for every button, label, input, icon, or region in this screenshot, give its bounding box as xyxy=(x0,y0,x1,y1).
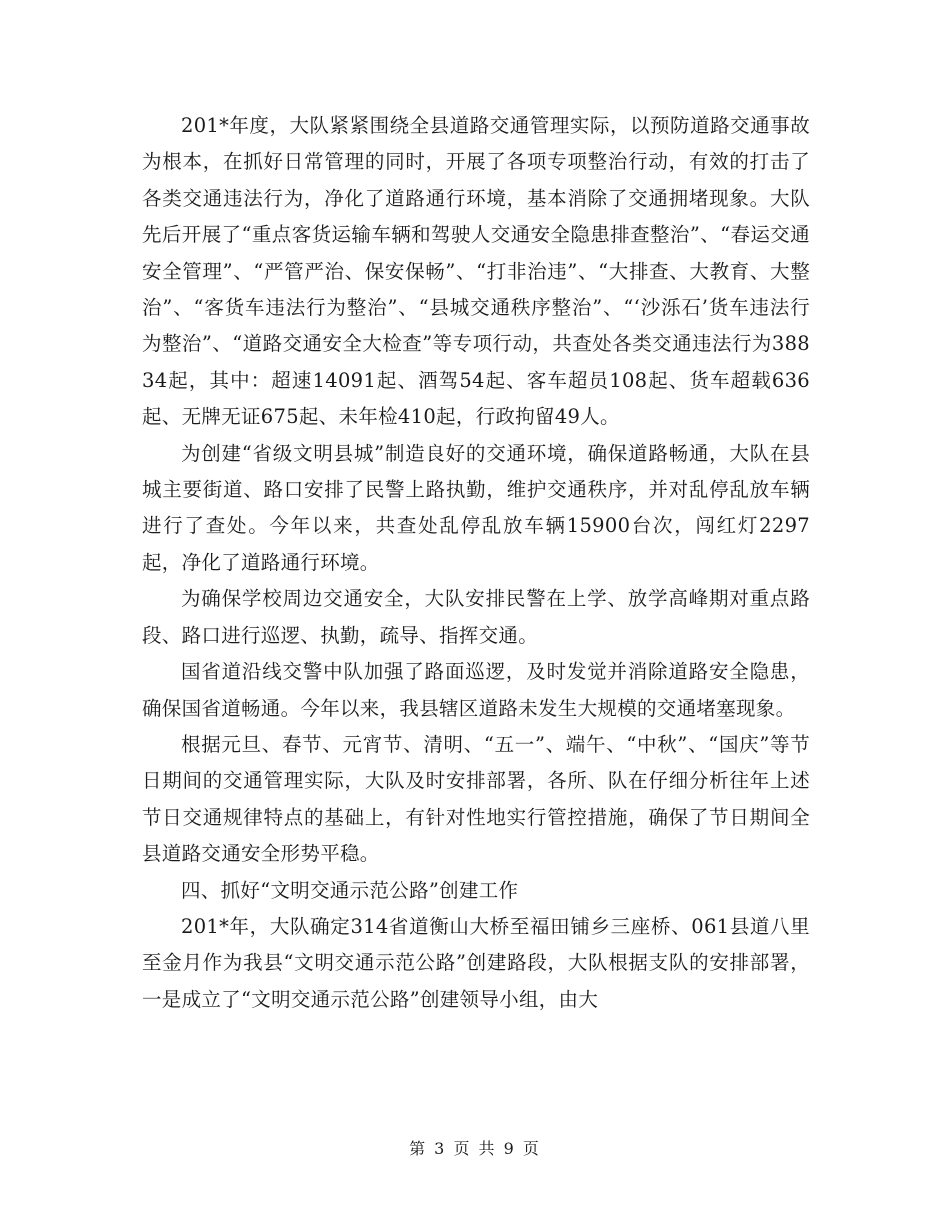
document-body xyxy=(142,108,810,1018)
section-heading-demo-road: 四、抓好“文明交通示范公路”创建工作 xyxy=(181,878,519,902)
paragraph-school-safety: 为确保学校周边交通安全，大队安排民警在上学、放学高峰期对重点路段、路口进行巡逻、执勤，疏导、指挥交通。 xyxy=(142,587,810,647)
paragraph-demo-road: 201*年，大队确定314省道衡山大桥至福田铺乡三座桥、061县道八里至金月作为我县“文明交通示范公路”创建路段，大队根据支队的安排部署，一是成立了“文明交通示范公路”创建领导小组，由大 xyxy=(142,914,810,1011)
paragraph-highway-patrol: 国省道沿线交警中队加强了路面巡逻，及时发觉并消除道路安全隐患，确保国省道畅通。今年以来，我县辖区道路未发生大规模的交通堵塞现象。 xyxy=(142,660,810,720)
page-number: 第 3 页 共 9 页 xyxy=(409,1139,541,1158)
paragraph-civilized-county: 为创建“省级文明县城”制造良好的交通环境，确保道路畅通，大队在县城主要街道、路口安排了民警上路执勤，维护交通秩序，并对乱停乱放车辆进行了查处。今年以来，共查处乱停乱放车辆15900台次，闯红灯2297起，净化了道路通行环境。 xyxy=(142,441,810,574)
paragraph-holiday-management: 根据元旦、春节、元宵节、清明、“五一”、端午、“中秋”、“国庆”等节日期间的交通管理实际，大队及时安排部署，各所、队在仔细分析往年上述节日交通规律特点的基础上，有针对性地实行管控措施，确保了节日期间全县道路交通安全形势平稳。 xyxy=(142,732,810,866)
paragraph-enforcement-summary: 201*年度，大队紧紧围绕全县道路交通管理实际，以预防道路交通事故为根本，在抓好日常管理的同时，开展了各项专项整治行动，有效的打击了各类交通违法行为，净化了道路通行环境，基本消除了交通拥堵现象。大队先后开展了“重点客货运输车辆和驾驶人交通安全隐患排查整治”、“春运交通安全管理”、“严管严治、保安保畅”、“打非治违”、“大排查、大教育、大整治”、“客货车违法行为整治”、“县城交通秩序整治”、“‘沙泺石’货车违法行为整治”、“道路交通安全大检查”等专项行动，共查处各类交通违法行为38834起，其中：超速14091起、酒驾54起、客车超员108起、货车超载636起、无牌无证675起、未年检410起，行政拘留49人。 xyxy=(142,114,810,429)
